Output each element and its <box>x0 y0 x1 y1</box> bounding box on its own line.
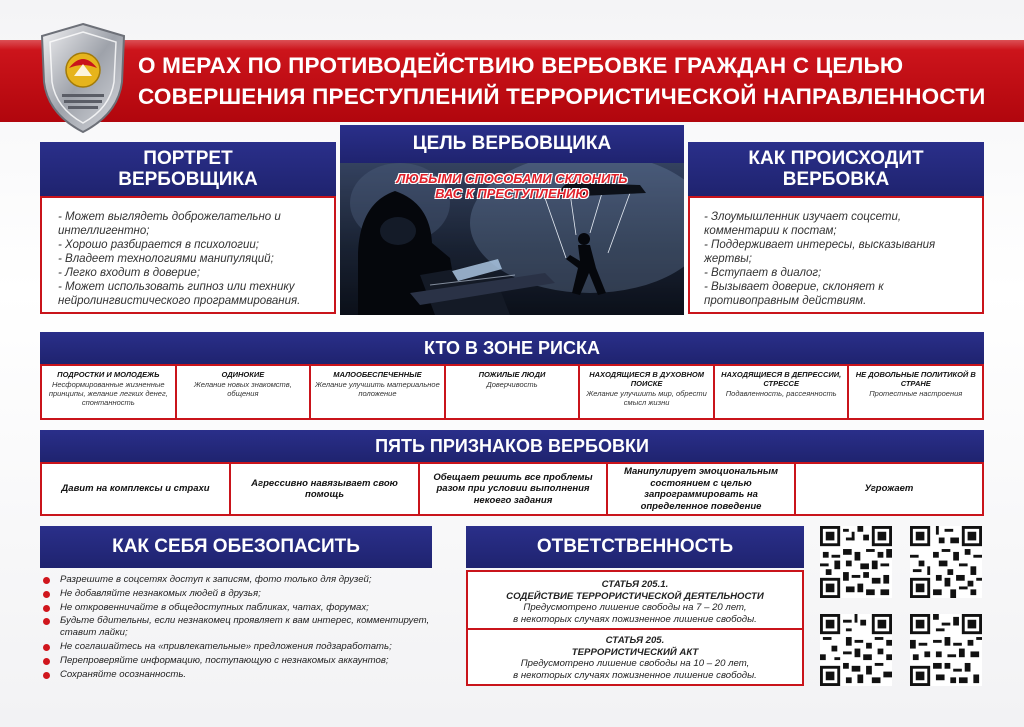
goal-image <box>340 163 684 315</box>
portrait-item: - Хорошо разбирается в психологии; <box>58 239 259 251</box>
risk-group <box>580 366 715 418</box>
safety-item <box>40 602 460 614</box>
bullet-icon <box>43 591 50 598</box>
safety-heading-text: КАК СЕБЯ ОБЕЗОПАСИТЬ <box>112 536 360 557</box>
risk-group <box>42 366 177 418</box>
risk-heading-text: КТО В ЗОНЕ РИСКА <box>424 337 600 358</box>
article-text: в некоторых случаях пожизненное лишение свободы. <box>513 613 757 625</box>
sign-item: Обещает решить все проблемы разом при условии выполнения некоего задания <box>420 464 608 514</box>
risk-group-title: НАХОДЯЩИЕСЯ В ДЕПРЕССИИ, СТРЕССЕ <box>721 370 842 388</box>
safety-item <box>40 615 460 639</box>
how-heading-line-2: ВЕРБОВКА <box>782 169 890 190</box>
bullet-icon <box>43 577 50 584</box>
portrait-heading <box>40 142 336 196</box>
article-205-1 <box>466 570 804 630</box>
risk-group <box>177 366 312 418</box>
goal-heading-text: ЦЕЛЬ ВЕРБОВЩИКА <box>412 133 612 154</box>
risk-group-desc: Доверчивость <box>486 380 538 389</box>
safety-item-text: Не откровенничайте в общедоступных пабликах, чатах, форумах; <box>60 601 369 613</box>
safety-item-text: Будьте бдительны, если незнакомец проявляет к вам интерес, комментирует, ставит лайки; <box>60 615 430 639</box>
how-item: - Поддерживает интересы, высказывания жертвы; <box>704 239 936 265</box>
how-item: - Вызывает доверие, склоняет к противоправным действиям. <box>704 281 884 307</box>
how-item: - Вступает в диалог; <box>704 267 822 279</box>
article-text: Предусмотрено лишение свободы на 7 – 20 лет, <box>523 602 747 613</box>
portrait-heading-line-1: ПОРТРЕТ <box>143 148 233 169</box>
risk-group <box>446 366 581 418</box>
risk-group <box>311 366 446 418</box>
article-title: СОДЕЙСТВИЕ ТЕРРОРИСТИЧЕСКОЙ ДЕЯТЕЛЬНОСТИ <box>506 590 764 602</box>
safety-item <box>40 669 460 681</box>
bullet-icon <box>43 658 50 665</box>
safety-list <box>40 574 460 683</box>
how-item: - Злоумышленник изучает соцсети, комментарии к постам; <box>704 211 902 237</box>
portrait-item: - Владеет технологиями манипуляций; <box>58 253 274 265</box>
risk-heading <box>40 332 984 364</box>
article-text: Предусмотрено лишение свободы на 10 – 20 лет, <box>520 658 750 669</box>
risk-group-title: НЕ ДОВОЛЬНЫЕ ПОЛИТИКОЙ В СТРАНЕ <box>855 370 976 388</box>
page-title <box>138 50 998 112</box>
shield-emblem-icon <box>38 22 128 134</box>
bullet-icon <box>43 644 50 651</box>
bullet-icon <box>43 672 50 679</box>
sign-item: Агрессивно навязывает свою помощь <box>231 464 420 514</box>
goal-caption-line-2: ВАС К ПРЕСТУПЛЕНИЮ <box>435 186 589 201</box>
how-heading-line-1: КАК ПРОИСХОДИТ <box>748 148 924 169</box>
safety-item-text: Сохраняйте осознанность. <box>60 668 187 680</box>
sign-item: Давит на комплексы и страхи <box>42 464 231 514</box>
signs-heading-text: ПЯТЬ ПРИЗНАКОВ ВЕРБОВКИ <box>375 435 649 456</box>
how-heading <box>688 142 984 196</box>
article-number: СТАТЬЯ 205. <box>605 635 665 646</box>
safety-item-text: Разрешите в соцсетях доступ к записям, фото только для друзей; <box>60 574 372 585</box>
safety-item <box>40 641 460 653</box>
risk-group <box>849 366 982 418</box>
safety-item-text: Не соглашайтесь на «привлекательные» предложения подзаработать; <box>60 641 392 653</box>
portrait-item: - Легко входит в доверие; <box>58 267 201 279</box>
safety-item <box>40 588 460 600</box>
qr-code-icon[interactable] <box>910 614 982 686</box>
qr-code-icon[interactable] <box>820 614 892 686</box>
bullet-icon <box>43 618 50 625</box>
risk-groups <box>40 364 984 420</box>
risk-group-title: МАЛООБЕСПЕЧЕННЫЕ <box>333 370 422 379</box>
how-box <box>688 196 984 314</box>
qr-code-icon[interactable] <box>820 526 892 598</box>
safety-heading <box>40 526 432 568</box>
portrait-heading-line-2: ВЕРБОВЩИКА <box>118 169 258 190</box>
article-number: СТАТЬЯ 205.1. <box>601 579 669 590</box>
risk-group-title: ПОДРОСТКИ И МОЛОДЕЖЬ <box>57 370 160 379</box>
safety-item <box>40 574 460 586</box>
risk-group-desc: Несформированные жизненные принципы, желание легких денег, спонтанность <box>48 380 168 407</box>
safety-item <box>40 655 460 667</box>
responsibility-heading <box>466 526 804 568</box>
sign-item: Манипулирует эмоциональным состоянием с целью запрограммировать на определенное поведение <box>608 464 796 514</box>
risk-group-title: ПОЖИЛЫЕ ЛЮДИ <box>478 370 546 379</box>
risk-group-desc: Протестные настроения <box>869 389 963 398</box>
article-title: ТЕРРОРИСТИЧЕСКИЙ АКТ <box>571 646 699 658</box>
sign-item: Угрожает <box>864 483 914 495</box>
goal-caption-line-1: ЛЮБЫМИ СПОСОБАМИ СКЛОНИТЬ <box>396 171 628 186</box>
article-text: в некоторых случаях пожизненное лишение свободы. <box>513 669 757 681</box>
safety-item-text: Не добавляйте незнакомых людей в друзья; <box>60 587 261 599</box>
portrait-item: - Может использовать гипноз или технику нейролингвистического программирования. <box>58 281 301 307</box>
risk-group <box>715 366 850 418</box>
title-line-1: О МЕРАХ ПО ПРОТИВОДЕЙСТВИЮ ВЕРБОВКЕ ГРАЖДАН С ЦЕЛЬЮ <box>138 53 904 78</box>
portrait-item: - Может выглядеть доброжелательно и интеллигентно; <box>58 211 281 237</box>
risk-group-title: ОДИНОКИЕ <box>221 370 265 379</box>
goal-heading <box>340 125 684 163</box>
risk-group-desc: Подавленность, рассеянность <box>725 389 837 398</box>
risk-group-desc: Желание новых знакомств, общения <box>193 380 292 398</box>
responsibility-heading-text: ОТВЕТСТВЕННОСТЬ <box>536 536 734 557</box>
risk-group-desc: Желание улучшить материальное положение <box>315 380 440 398</box>
signs-heading <box>40 430 984 462</box>
risk-group-desc: Желание улучшить мир, обрести смысл жизни <box>586 389 707 407</box>
goal-image-caption <box>340 171 684 201</box>
safety-item-text: Перепроверяйте информацию, поступающую с незнакомых аккаунтов; <box>60 654 389 666</box>
article-205 <box>466 628 804 686</box>
bullet-icon <box>43 605 50 612</box>
title-line-2: СОВЕРШЕНИЯ ПРЕСТУПЛЕНИЙ ТЕРРОРИСТИЧЕСКОЙ НАПРАВЛЕННОСТИ <box>138 84 986 109</box>
portrait-box <box>40 196 336 314</box>
risk-group-title: НАХОДЯЩИЕСЯ В ДУХОВНОМ ПОИСКЕ <box>589 370 704 388</box>
signs-list <box>40 462 984 516</box>
qr-code-icon[interactable] <box>910 526 982 598</box>
